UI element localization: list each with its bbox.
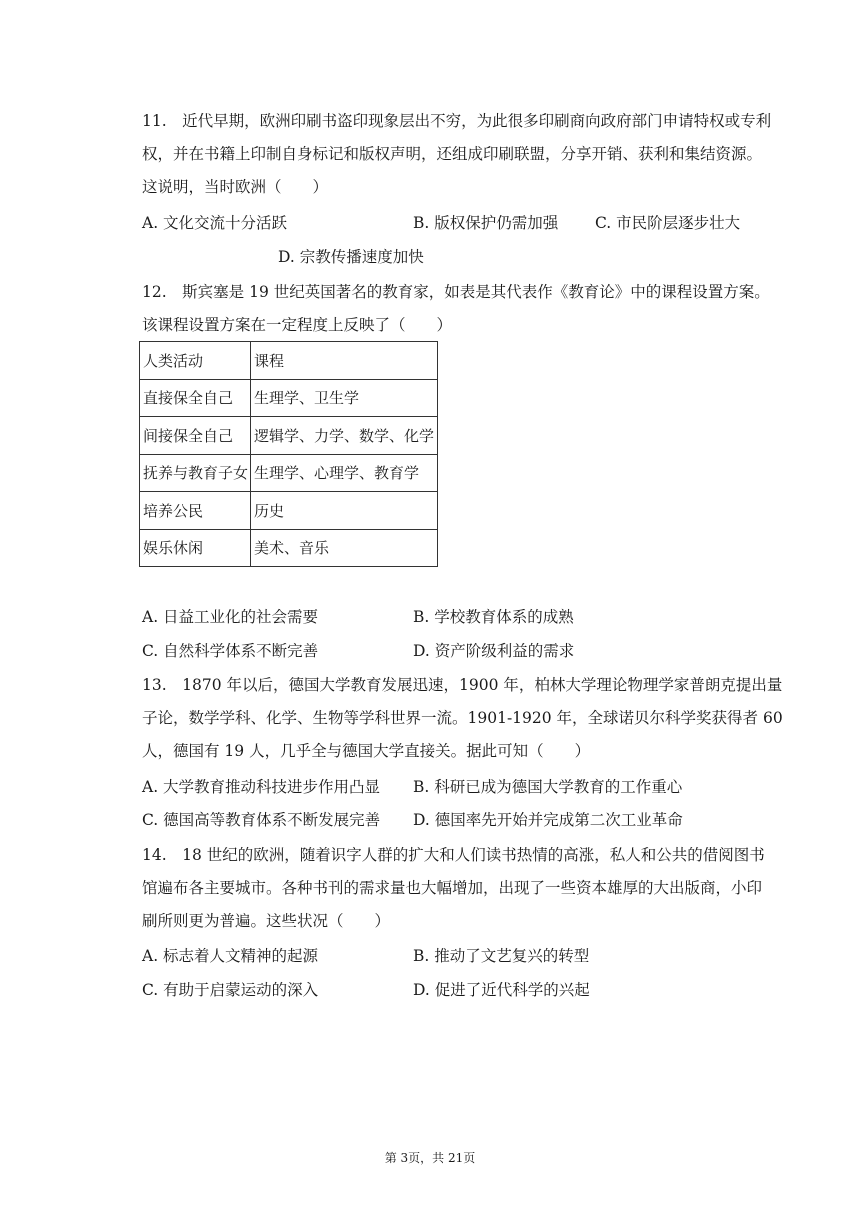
option-c: C. 德国高等教育体系不断发展完善 [142,811,381,829]
option-a: A. 日益工业化的社会需要 [142,608,319,626]
table-cell: 逻辑学、力学、数学、化学 [251,417,438,455]
option-c: C. 自然科学体系不断完善 [142,642,319,660]
option-a: A. 大学教育推动科技进步作用凸显 [142,778,381,796]
question-text-line: 刷所则更为普遍。这些状况（ ） [142,912,391,930]
question-text-line: 13. 1870 年以后，德国大学教育发展迅速，1900 年，柏林大学理论物理学家普朗克提出量 [142,676,783,694]
table-row [140,529,438,567]
question-text-line: 子论，数学学科、化学、生物等学科世界一流。1901-1920 年，全球诺贝尔科学奖获得者 60 [142,709,783,727]
option-b: B. 学校教育体系的成熟 [413,608,574,626]
table-cell: 娱乐休闲 [140,529,251,567]
question-13 [142,669,783,768]
question-14 [142,839,765,938]
table-cell: 历史 [251,492,438,530]
option-d: D. 宗教传播速度加快 [278,248,424,266]
option-d: D. 德国率先开始并完成第二次工业革命 [413,811,683,829]
question-text-line: 人，德国有 19 人，几乎全与德国大学直接关。据此可知（ ） [142,742,591,760]
option-b: B. 科研已成为德国大学教育的工作重心 [413,778,683,796]
table-row [140,342,438,380]
table-cell: 生理学、卫生学 [251,379,438,417]
option-a: A. 文化交流十分活跃 [142,214,288,232]
table-cell: 抚养与教育子女 [140,454,251,492]
table-cell: 间接保全自己 [140,417,251,455]
option-b: B. 版权保护仍需加强 [413,214,559,232]
question-12 [142,276,770,342]
table-cell: 课程 [251,342,438,380]
question-text-line: 11. 近代早期，欧洲印刷书盗印现象层出不穷，为此很多印刷商向政府部门申请特权或专利 [142,112,772,130]
question-text-line: 14. 18 世纪的欧洲，随着识字人群的扩大和人们读书热情的高涨，私人和公共的借阅图书 [142,846,765,864]
question-text-line: 12. 斯宾塞是 19 世纪英国著名的教育家，如表是其代表作《教育论》中的课程设置方案。 [142,283,770,301]
option-c: C. 市民阶层逐步壮大 [595,214,741,232]
option-d: D. 促进了近代科学的兴起 [413,981,590,999]
option-b: B. 推动了文艺复兴的转型 [413,947,590,965]
question-11 [142,105,772,204]
question-text-line: 馆遍布各主要城市。各种书刊的需求量也大幅增加，出现了一些资本雄厚的大出版商，小印 [142,879,763,897]
table-row [140,492,438,530]
option-d: D. 资产阶级利益的需求 [413,642,575,660]
table-cell: 美术、音乐 [251,529,438,567]
table-row [140,454,438,492]
page-footer: 第 3页，共 21页 [384,1151,476,1165]
table-cell: 生理学、心理学、教育学 [251,454,438,492]
table-row [140,417,438,455]
table-cell: 培养公民 [140,492,251,530]
option-a: A. 标志着人文精神的起源 [142,947,319,965]
table-cell: 直接保全自己 [140,379,251,417]
table-cell: 人类活动 [140,342,251,380]
question-text-line: 权，并在书籍上印制自身标记和版权声明，还组成印刷联盟，分享开销、获利和集结资源。 [142,145,763,163]
curriculum-table [139,341,438,567]
question-text-line: 该课程设置方案在一定程度上反映了（ ） [142,316,453,334]
table-row [140,379,438,417]
question-text-line: 这说明，当时欧洲（ ） [142,178,329,196]
option-c: C. 有助于启蒙运动的深入 [142,981,319,999]
